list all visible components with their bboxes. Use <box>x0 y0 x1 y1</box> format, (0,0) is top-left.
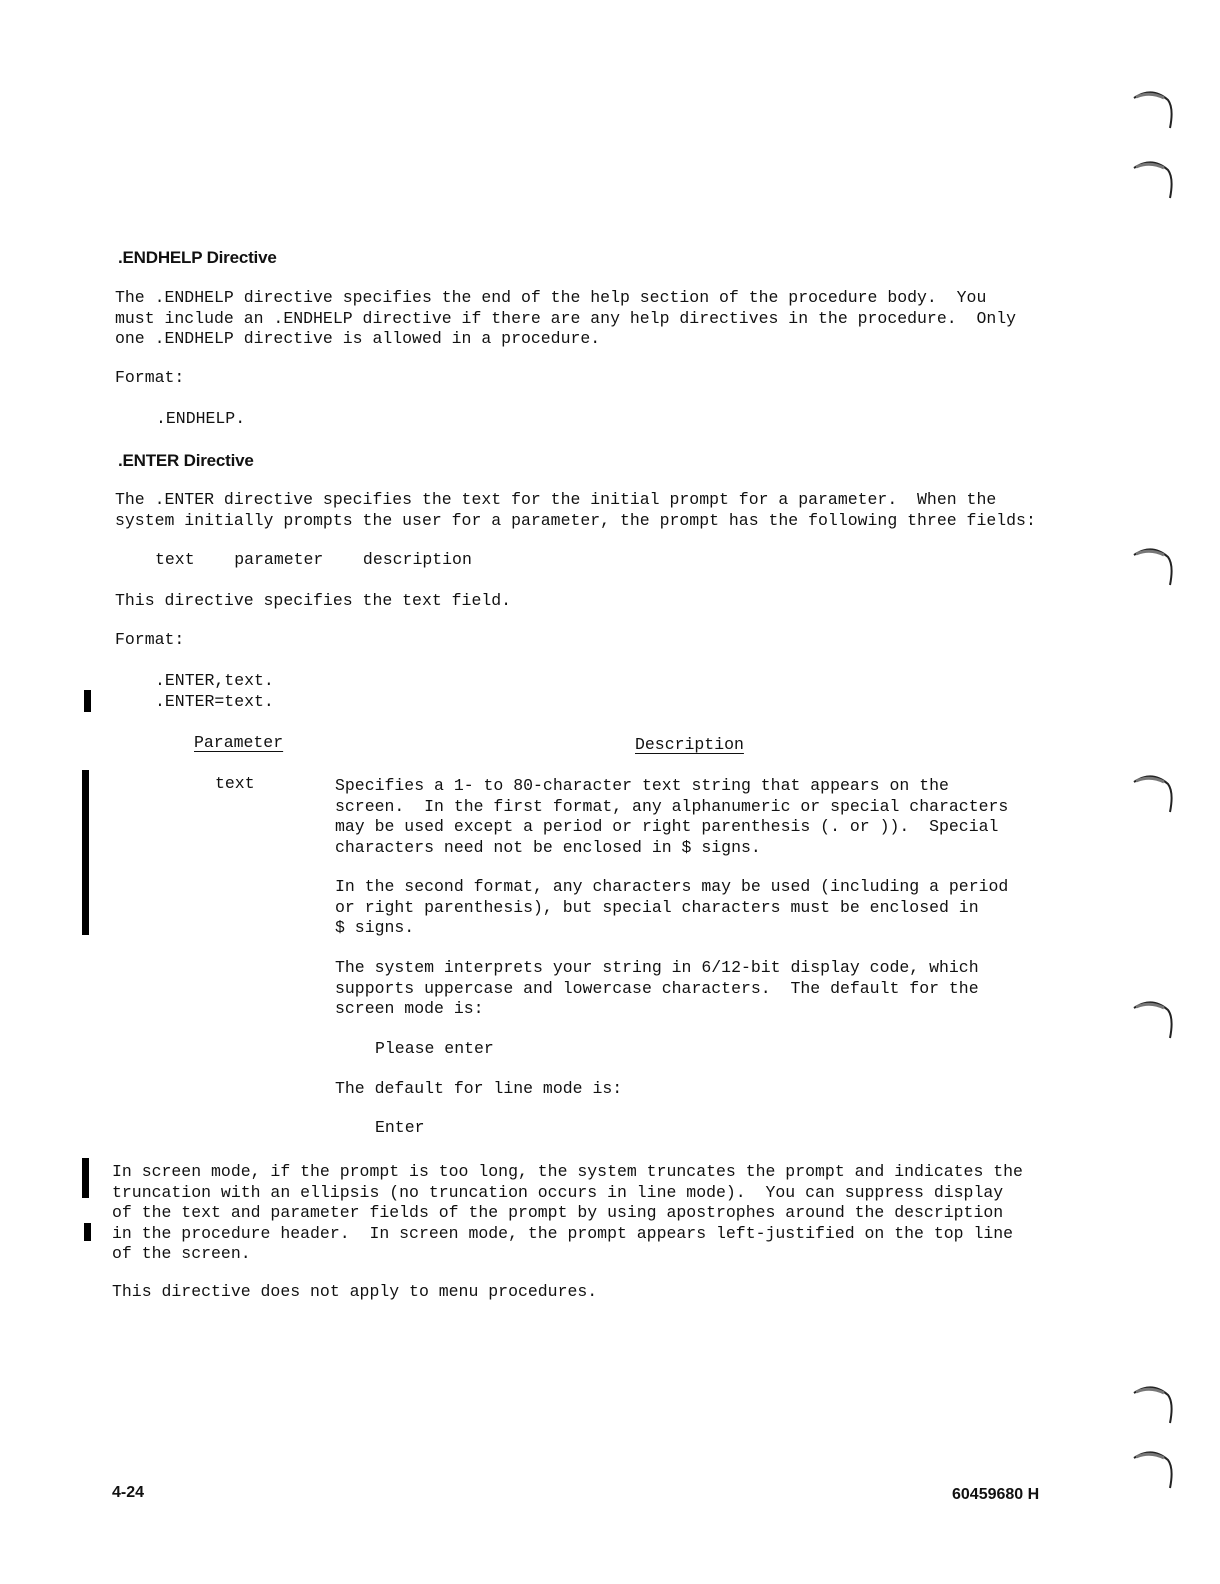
enter-field-note: This directive specifies the text field. <box>115 591 512 610</box>
endhelp-body: The .ENDHELP directive specifies the end of the help section of the procedure body. You must include an .ENDHELP directive if there are any help directives in the procedure. Only one .ENDHELP directive is allowed in a procedure. <box>115 288 1017 348</box>
truncation-note: In screen mode, if the prompt is too long, the system truncates the prompt and indicates the truncation with an ellipsis (no truncation occurs in line mode). You can suppress display of the text and parameter fields of the prompt by using apostrophes around the description in the procedure header. In screen mode, the prompt appears left-justified on the top line of the screen. <box>112 1162 1023 1263</box>
endhelp-heading: .ENDHELP Directive <box>118 248 277 267</box>
table-desc-p3: The system interprets your string in 6/12-bit display code, which supports uppercase and lowercase characters. The default for the screen mode is: <box>335 958 979 1018</box>
punch-hole-1 <box>1130 88 1178 132</box>
table-line-mode-label: The default for line mode is: <box>335 1079 623 1098</box>
table-line-default: Enter <box>375 1118 425 1137</box>
enter-intro: The .ENTER directive specifies the text for the initial prompt for a parameter. When the system initially prompts the user for a parameter, the prompt has the following three fields: <box>115 490 1036 530</box>
enter-heading: .ENTER Directive <box>118 451 254 470</box>
change-bar-1 <box>84 690 91 712</box>
change-bar-3 <box>82 1158 89 1198</box>
enter-format-label: Format: <box>115 630 185 649</box>
page-number: 4-24 <box>112 1484 145 1501</box>
table-desc-p1: Specifies a 1- to 80-character text string that appears on the screen. In the first format, any alphanumeric or special characters may be used except a period or right parenthesis (. or )). Special characters need not be enclosed in $ signs. <box>335 776 1009 857</box>
punch-hole-3 <box>1130 545 1178 589</box>
punch-hole-6 <box>1130 1383 1178 1427</box>
enter-format-line-1: .ENTER,text. <box>155 671 274 690</box>
table-desc-p2: In the second format, any characters may be used (including a period or right parenthesis), but special characters must be enclosed in $ signs. <box>335 877 1009 937</box>
enter-format-line-2: .ENTER=text. <box>155 692 274 711</box>
punch-hole-5 <box>1130 998 1178 1042</box>
endhelp-format-label: Format: <box>115 368 185 387</box>
change-bar-2 <box>82 770 89 935</box>
table-header-parameter: Parameter <box>194 733 284 752</box>
table-param-name: text <box>215 774 255 793</box>
document-number: 60459680 H <box>952 1486 1040 1503</box>
punch-hole-2 <box>1130 158 1178 202</box>
table-screen-default: Please enter <box>375 1039 494 1058</box>
menu-note: This directive does not apply to menu procedures. <box>112 1282 598 1301</box>
change-bar-4 <box>84 1223 91 1241</box>
punch-hole-7 <box>1130 1448 1178 1492</box>
punch-hole-4 <box>1130 772 1178 816</box>
enter-fields: text parameter description <box>155 550 472 569</box>
table-header-description: Description <box>635 735 744 754</box>
endhelp-format-line: .ENDHELP. <box>156 409 246 428</box>
